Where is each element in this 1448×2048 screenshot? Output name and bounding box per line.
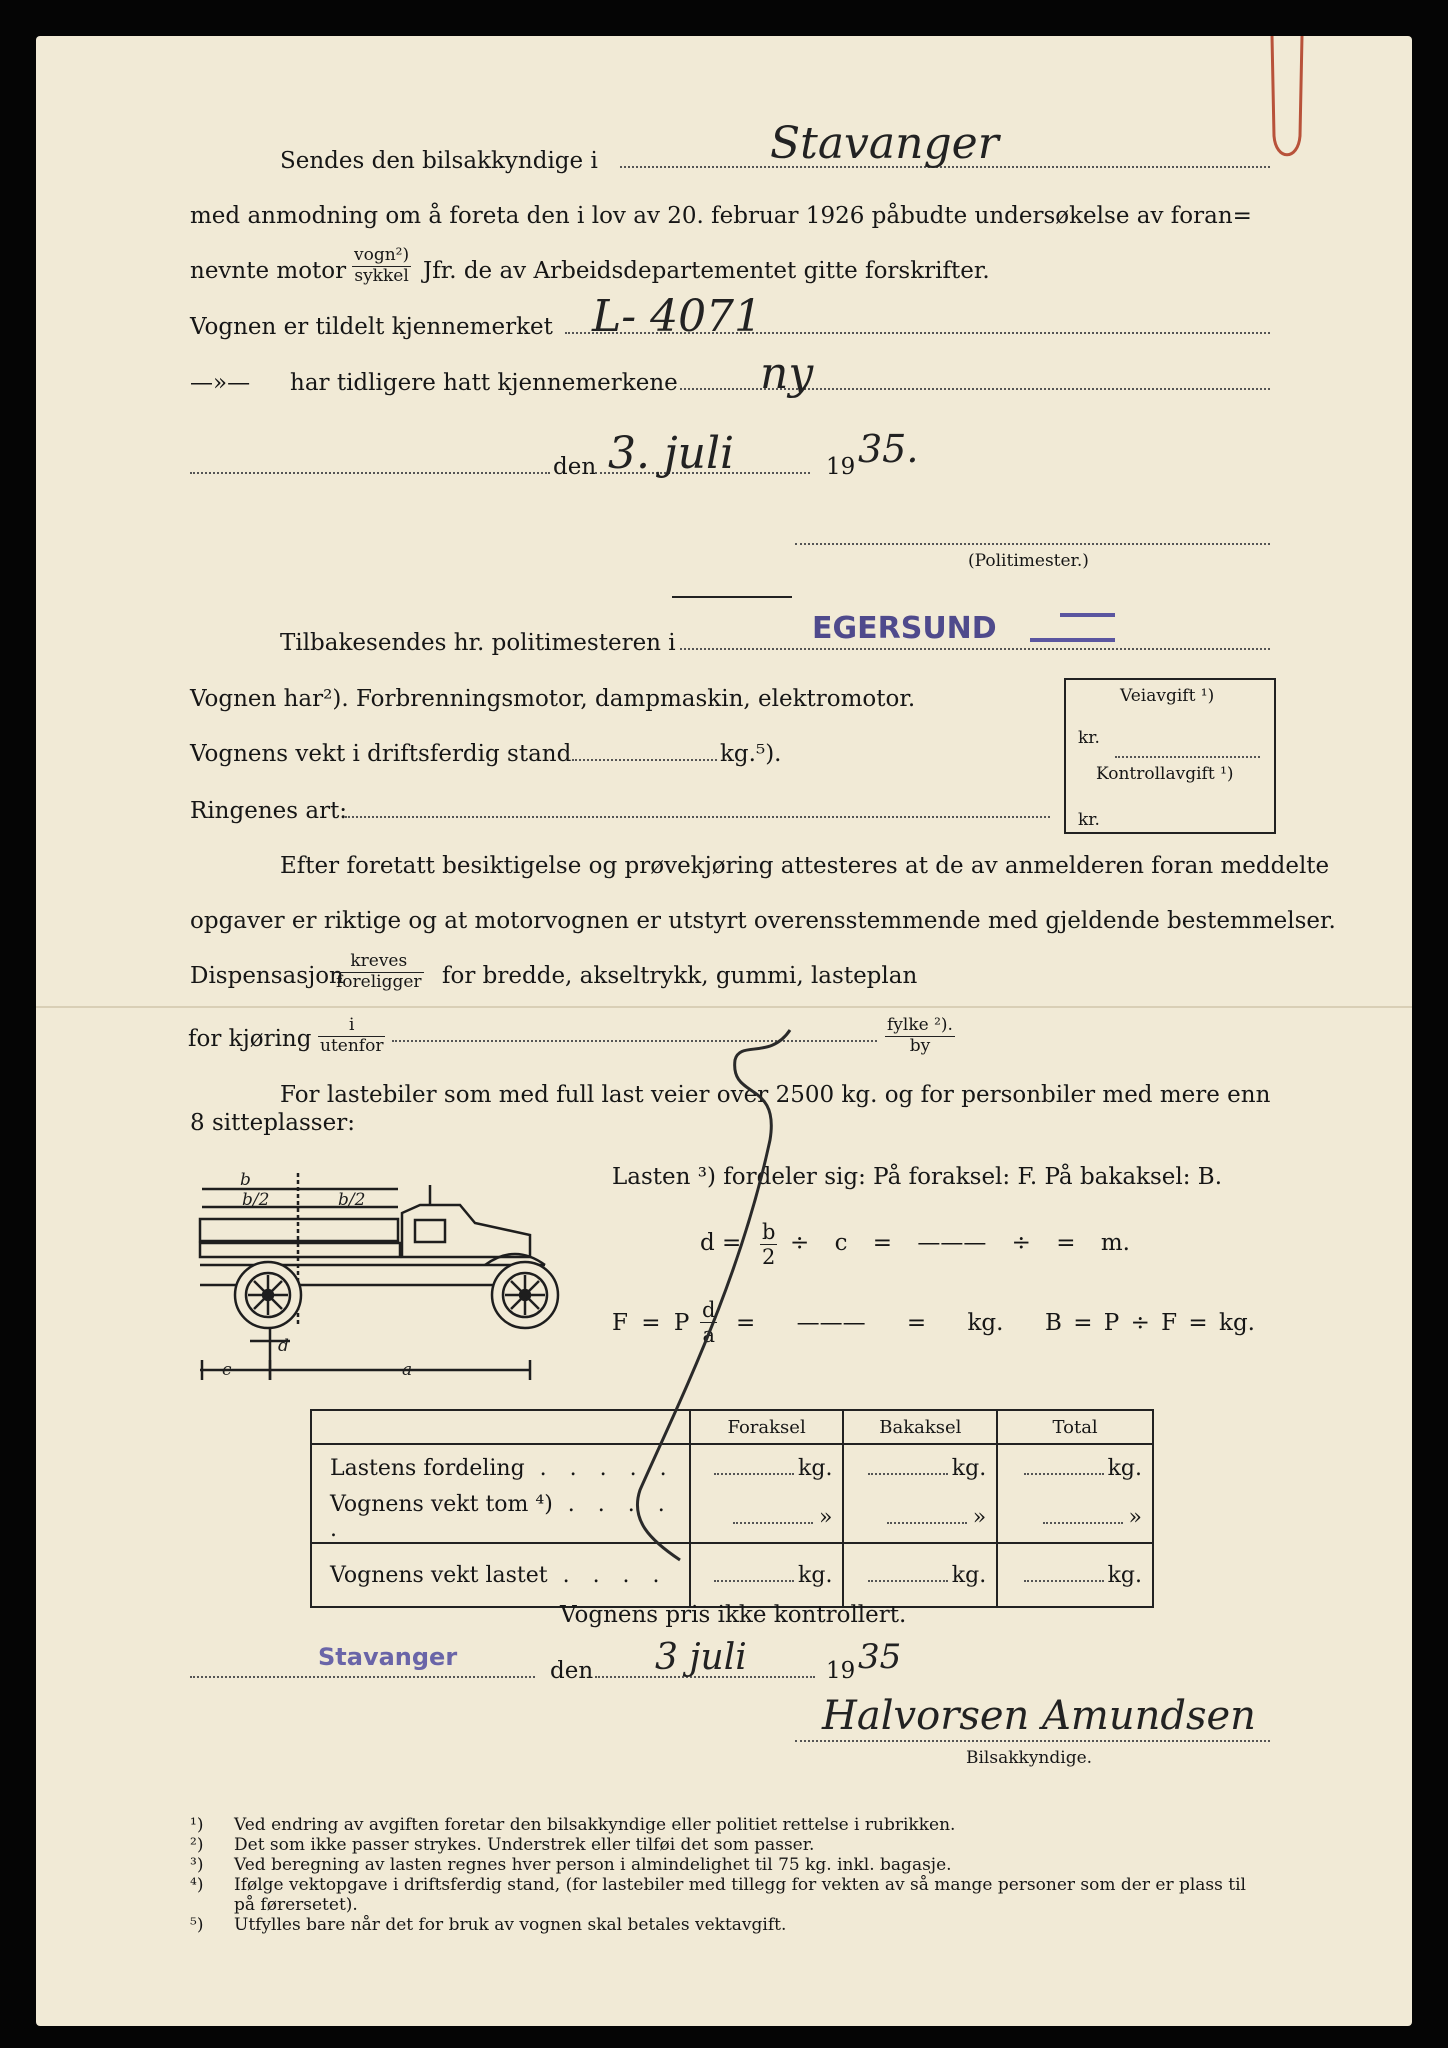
diagram-label-b-half-left: b/2 [242, 1190, 270, 1210]
table-row-label: Lastens fordeling . . . . . [311, 1444, 690, 1492]
motor-type-fraction [352, 246, 411, 286]
motor-label: nevnte motor [190, 258, 347, 284]
formula2-rest: = ——— = kg. [736, 1310, 1004, 1336]
stamp-bar-bottom [1030, 638, 1115, 642]
weight-field-line [572, 759, 717, 761]
kontrollavgift-kr: kr. [1078, 810, 1100, 830]
price-note: Vognens pris ikke kontrollert. [560, 1602, 907, 1628]
drive-den: utenfor [320, 1035, 384, 1056]
footnote: på førersetet). [234, 1895, 358, 1915]
formula2-den: a [702, 1323, 715, 1348]
reg-value: L- 4071 [592, 291, 763, 342]
closing-year-value: 35 [858, 1637, 902, 1677]
date-value: 3. juli [608, 428, 735, 479]
return-label: Tilbakesendes hr. politimesteren i [280, 630, 676, 656]
footnote: ¹) Ved endring av avgiften foretar den bilsakkyndige eller politiet rettelse i rubrikken. [190, 1815, 956, 1835]
region-num: fylke ²). [887, 1015, 953, 1035]
table-row-label: Vognens vekt tom ⁴) . . . . . [311, 1492, 690, 1543]
closing-place-line [190, 1676, 535, 1678]
veiavgift-label: Veiavgift ¹) [1120, 686, 1215, 706]
dispensation-label: Dispensasjon [190, 963, 344, 989]
closing-year-prefix: 19 [826, 1658, 856, 1684]
formula2-num: d [702, 1298, 716, 1322]
drive-label: for kjøring [188, 1026, 312, 1052]
page-fold [36, 1006, 1412, 1008]
closing-date-label: den [550, 1658, 594, 1684]
prev-mark: —»— [190, 370, 251, 396]
region-den: by [909, 1035, 931, 1056]
veiavgift-kr: kr. [1078, 728, 1100, 748]
formula1-eq: = [722, 1230, 742, 1256]
egersund-stamp: EGERSUND [812, 611, 997, 646]
weight-unit: kg.⁵). [720, 741, 782, 767]
motor-type-den: sykkel [354, 265, 409, 286]
footnote: ³) Ved beregning av lasten regnes hver person i almindelighet til 75 kg. inkl. bagasje. [190, 1855, 952, 1875]
handwritten-stroke [620, 1020, 820, 1580]
dispensation-den: foreligger [336, 971, 422, 992]
formula1-rest: ÷ c = ——— ÷ = m. [790, 1230, 1130, 1256]
rings-label: Ringenes art: [190, 798, 348, 824]
formula1-den: 2 [762, 1245, 776, 1270]
veiavgift-field-line [1115, 756, 1260, 758]
diagram-label-b-half-right: b/2 [338, 1190, 366, 1210]
weight-label: Vognens vekt i driftsferdig stand [190, 741, 572, 767]
formula3: B = P ÷ F = kg. [1045, 1310, 1255, 1336]
politimester-role: (Politimester.) [968, 551, 1089, 571]
motor-type-num: vogn²) [354, 245, 410, 265]
date-label: den [553, 454, 597, 480]
table-header: Bakaksel [843, 1410, 997, 1444]
prev-value: ny [760, 348, 814, 399]
trucks-line-1: For lastebiler som med full last veier over 2500 kg. og for personbiler med mere enn [280, 1082, 1271, 1108]
rings-field-line [345, 816, 1050, 818]
table-cell: kg. [997, 1444, 1153, 1492]
table-cell: kg. [843, 1543, 997, 1607]
section-divider [672, 596, 792, 598]
prev-label: har tidligere hatt kjennemerkene [290, 370, 678, 396]
return-field-line [680, 648, 1270, 650]
footnote: ⁴) Ifølge vektopgave i driftsferdig stand, (for lastebiler med tillegg for vekten av så mange personer som der er plass til [190, 1875, 1246, 1895]
footnote: ²) Det som ikke passer strykes. Understrek eller tilføi det som passer. [190, 1835, 815, 1855]
load-distribution-text: Lasten ³) fordeler sig: På foraksel: F. På bakaksel: B. [612, 1164, 1223, 1190]
trucks-line-2: 8 sitteplasser: [190, 1110, 355, 1136]
binding-string [1262, 36, 1312, 176]
table-row-label: Vognens vekt lastet . . . . [311, 1543, 690, 1607]
bilsakkyndige-role: Bilsakkyndige. [966, 1748, 1093, 1768]
regulation-text: Jfr. de av Arbeidsdepartementet gitte forskrifter. [423, 258, 990, 284]
closing-date-value: 3 juli [655, 1637, 747, 1678]
attest-line-2: opgaver er riktige og at motorvognen er utstyrt overensstemmende med gjeldende bestemmelser. [190, 908, 1336, 934]
kontrollavgift-label: Kontrollavgift ¹) [1096, 764, 1234, 784]
drive-num: i [318, 1016, 385, 1037]
engine-text: Vognen har²). Forbrenningsmotor, dampmaskin, elektromotor. [190, 686, 916, 712]
diagram-label-b: b [240, 1170, 251, 1190]
attest-line-1: Efter foretatt besiktigelse og prøvekjøring attesteres at de av anmelderen foran meddelte [280, 853, 1330, 879]
table-header: Total [997, 1410, 1153, 1444]
table-cell: » [690, 1492, 844, 1543]
table-cell: kg. [997, 1543, 1153, 1607]
year-prefix: 19 [826, 454, 856, 480]
table-cell: kg. [690, 1543, 844, 1607]
truck-diagram [190, 1165, 570, 1385]
signature: Halvorsen Amundsen [822, 1693, 1256, 1739]
politimester-signature-line [795, 543, 1270, 545]
dispensation-suffix: for bredde, akseltrykk, gummi, lasteplan [442, 963, 918, 989]
year-value: 35. [858, 427, 919, 471]
diagram-label-d: d [278, 1336, 289, 1356]
request-text: med anmodning om å foreta den i lov av 20. februar 1926 påbudte undersøkelse av foran= [190, 203, 1252, 229]
diagram-label-c: c [222, 1360, 232, 1380]
bilsakkyndige-signature-line [795, 1740, 1270, 1742]
stamp-bar-top [1060, 613, 1115, 617]
table-cell: kg. [690, 1444, 844, 1492]
drive-fraction [318, 1016, 385, 1056]
send-place-value: Stavanger [770, 118, 999, 169]
formula1-lhs: d [700, 1230, 715, 1256]
table-cell: » [997, 1492, 1153, 1543]
stavanger-stamp: Stavanger [318, 1643, 458, 1671]
diagram-label-a: a [402, 1360, 413, 1380]
place-field-line [190, 472, 550, 474]
send-label: Sendes den bilsakkyndige i [280, 148, 598, 174]
dispensation-fraction [334, 952, 424, 992]
formula1-num: b [762, 1220, 776, 1244]
region-fraction [885, 1016, 955, 1056]
footnote: ⁵) Utfylles bare når det for bruk av vognen skal betales vektavgift. [190, 1915, 787, 1935]
table-cell: kg. [843, 1444, 997, 1492]
reg-label: Vognen er tildelt kjennemerket [190, 314, 553, 340]
formula2-lhs: F = P [612, 1310, 690, 1336]
dispensation-num: kreves [334, 952, 424, 973]
table-header: Foraksel [690, 1410, 844, 1444]
table-cell: » [843, 1492, 997, 1543]
